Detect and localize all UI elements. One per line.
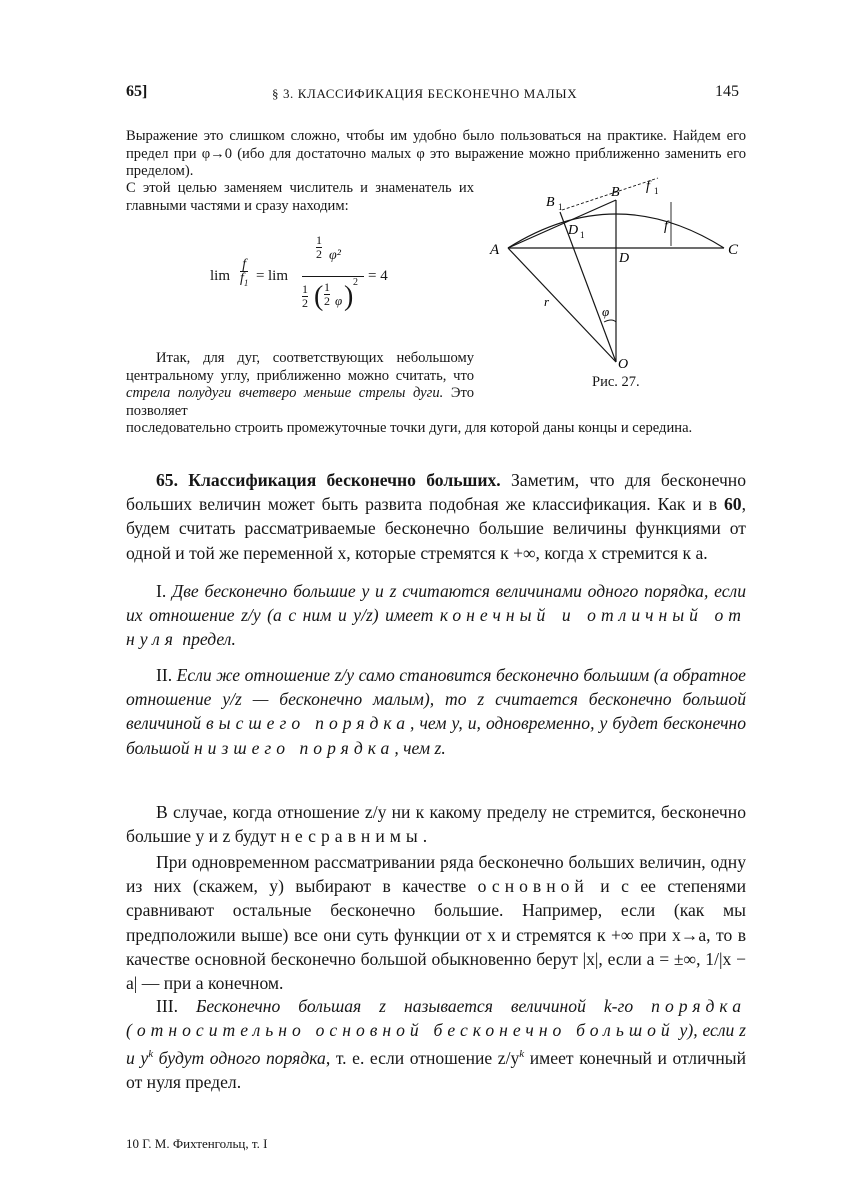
- formula-f-over-f1: $\frac{f}{f_1}$: [240, 257, 249, 288]
- label-B: B: [611, 185, 620, 200]
- formula-lim-right: lim: [268, 268, 289, 284]
- label-A: A: [490, 242, 500, 258]
- label-r: r: [544, 294, 550, 309]
- formula-lim-left: lim: [210, 268, 231, 284]
- para-replace: С этой целью заменяем числитель и знаменатель их главными частями и сразу находим:: [126, 180, 474, 214]
- radius-OA: [508, 248, 616, 362]
- definition-3: III. Бесконечно большая z называется величиной k-го порядка (относительно основной бесконечно большой y), если z и $y^k$ будут одного порядка, т. е. если отношение $z/y^k$ имеет конечный и отличный от нуля предел.: [126, 996, 746, 1093]
- figure-27: [488, 172, 750, 372]
- svg-text:1: 1: [654, 186, 659, 196]
- page-number: 145: [715, 83, 739, 100]
- header-section-ref: 65]: [126, 83, 148, 100]
- label-phi: φ: [602, 304, 610, 319]
- definition-2: II. Если же отношение z/y само становится бесконечно большим (а обратное отношение y/z — бесконечно малым), то z считается бесконечно большой величиной высшего порядка, чем y, и, одновременно, y будет бесконечно большой низшего порядка, чем z.: [126, 665, 746, 758]
- limit-formula: [210, 232, 410, 332]
- footer-signature: 10 Г. М. Фихтенгольц, т. I: [126, 1136, 268, 1151]
- header-title: § 3. КЛАССИФИКАЦИЯ БЕСКОНЕЧНО МАЛЫХ: [272, 86, 578, 101]
- tangent-line: [562, 178, 658, 210]
- definition-1: I. Две бесконечно большие y и z считаются величинами одного порядка, если их отношение z/y (а с ним и y/z) имеет конечный и отличный от нуля предел.: [126, 581, 746, 650]
- svg-text:1: 1: [558, 202, 563, 212]
- label-O: O: [618, 357, 629, 372]
- label-C: C: [728, 242, 739, 258]
- formula-result: = 4: [368, 268, 388, 284]
- label-B1: B: [546, 195, 555, 210]
- section-65-intro: 65. Классификация бесконечно больших. Заметим, что для бесконечно больших величин может быть развита подобная же классификация. Как и в 60, будем считать рассматриваемые бесконечно большие величины функциями от одной и той же переменной x, которые стремятся к +∞, когда x стремится к a.: [126, 470, 747, 563]
- para-continue: последовательно строить промежуточные точки дуги, для которой даны концы и середина.: [126, 420, 693, 436]
- section-65-heading: 65. Классификация бесконечно больших.: [156, 470, 501, 490]
- formula-eq: =: [256, 268, 265, 284]
- para-conclusion: Итак, для дуг, соответствующих небольшому центральному углу, приближенно можно считать, что стрела полудуги вчетверо меньше стрелы дуги. Это позволяет: [126, 350, 475, 419]
- label-D: D: [619, 251, 630, 266]
- para-basic: При одновременном рассматривании ряда бесконечно больших величин, одну из них (скажем, y) выбирают в качестве основной и с ее степенями сравнивают остальные бесконечно большие. Например, если (как мы предположили выше) все они суть функции от x и стремятся к +∞ при x→a, то в качестве основной бесконечно большой обыкновенно берут |x|, если a = ±∞, 1/|x − a| — при a конечном.: [126, 852, 746, 994]
- label-f: f: [664, 219, 668, 234]
- label-D1: D: [568, 223, 579, 238]
- para-intro: Выражение это слишком сложно, чтобы им удобно было пользоваться на практике. Найдем его предел при φ→0 (ибо для достаточно малых φ это выражение можно приближенно заменить его пределом).: [126, 128, 746, 180]
- para-incomparable: В случае, когда отношение z/y ни к какому пределу не стремится, бесконечно большие y и z будут несравнимы.: [126, 802, 746, 847]
- svg-text:1: 1: [580, 230, 585, 240]
- figure-caption: Рис. 27.: [592, 374, 640, 390]
- angle-arc: [604, 320, 616, 322]
- label-f1: f: [646, 179, 650, 194]
- formula-main-fraction: $\frac{1}{2}$ φ² $\frac{1}{2}$ ( $\frac{1}{2}$ φ ) 2: [302, 232, 364, 329]
